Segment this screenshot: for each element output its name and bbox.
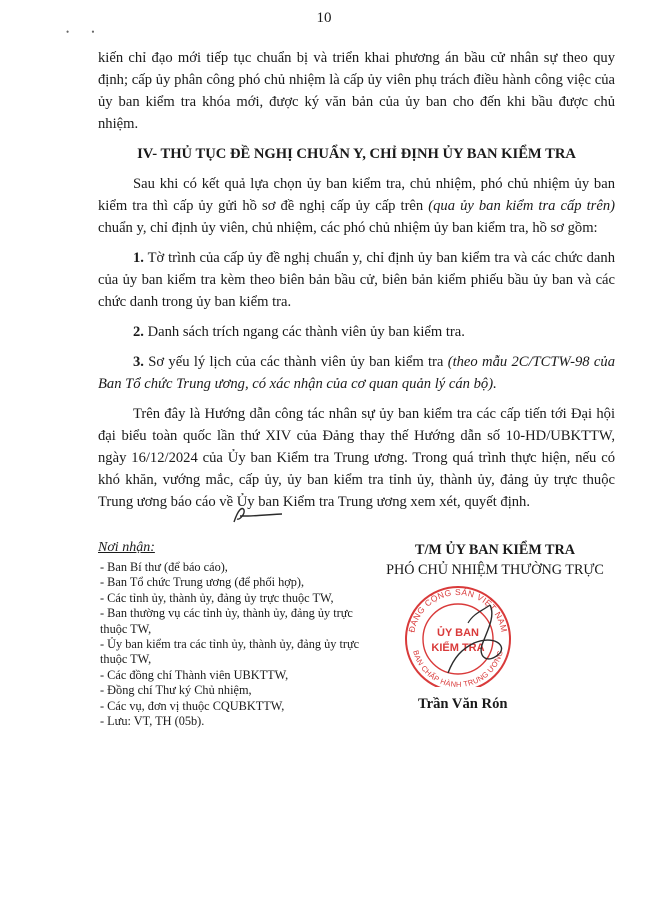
paragraph-procedure [98,173,615,239]
item-2-text: Danh sách trích ngang các thành viên ủy ban kiểm tra. [143,324,465,340]
svg-text:BAN CHẤP HÀNH TRUNG ƯƠNG: BAN CHẤP HÀNH TRUNG ƯƠNG [411,649,505,687]
list-item-3 [98,351,615,395]
item-3-text: Sơ yếu lý lịch của các thành viên ủy ban kiểm tra [143,354,448,370]
page-number: 10 [316,10,332,26]
recipient-item: - Ban thường vụ các tỉnh ủy, thành ủy, đảng ủy trực thuộc TW, [100,606,353,636]
item-3-italic: (theo mẫu 2C/TCTW-98 của Ban Tổ chức Trung ương, có xác nhận của cơ quan quản lý cán bộ). [98,354,615,392]
item-1-number: 1. [133,250,144,266]
paragraph-continuation: kiến chỉ đạo mới tiếp tục chuẩn bị và triển khai phương án bầu cử nhân sự theo quy định; cấp ủy phân công phó chủ nhiệm là cấp ủy viên phụ trách điều hành công việc của ủy ban kiểm tra khóa mới, được ký văn bản của ủy ban cho đến khi bầu được chủ nhiệm. [98,50,615,132]
recipient-item: - Ủy ban kiểm tra các tỉnh ủy, thành ủy, đảng ủy trực thuộc TW, [100,637,360,667]
item-3-number: 3. [133,354,144,370]
document-body [98,47,615,513]
recipient-item: - Ban Bí thư (để báo cáo), [100,560,228,574]
item-2-number: 2. [133,324,144,340]
procedure-text-b: chuẩn y, chỉ định ủy viên, chủ nhiệm, các phó chủ nhiệm ủy ban kiểm tra, hồ sơ gồm: [98,220,598,236]
recipients-heading: Nơi nhận: [98,540,155,555]
procedure-text-italic: (qua ủy ban kiểm tra cấp trên) [428,198,615,214]
recipients-list [100,560,370,729]
list-item-1 [98,247,615,313]
recipient-item: - Lưu: VT, TH (05b). [100,714,205,729]
recipient-item: - Đồng chí Thư ký Chủ nhiệm, [100,683,252,698]
recipient-item: - Ban Tổ chức Trung ương (để phối hợp), [100,575,305,590]
svg-text:KIỂM TRA: KIỂM TRA [431,642,485,654]
recipient-item: - Các đồng chí Thành viên UBKTTW, [100,667,289,682]
svg-text:ĐẢNG CỘNG SẢN VIỆT NAM: ĐẢNG CỘNG SẢN VIỆT NAM [406,586,510,634]
initial-mark [232,504,284,526]
signature-title-position: PHÓ CHỦ NHIỆM THƯỜNG TRỰC [386,562,604,578]
recipient-item: - Các tỉnh ủy, thành ủy, đảng ủy trực thuộc TW, [100,590,334,605]
signer-name: Trần Văn Rón [418,696,508,712]
svg-text:ỦY BAN: ỦY BAN [437,627,479,639]
signature-title-organization: T/M ỦY BAN KIỂM TRA [414,542,575,558]
signature-block [370,540,620,580]
section-heading: IV- THỦ TỤC ĐỀ NGHỊ CHUẨN Y, CHỈ ĐỊNH ỦY BAN KIỂM TRA [137,146,576,162]
scan-marks: • • [66,27,105,37]
list-item-2 [98,321,615,343]
closing-paragraph: Trên đây là Hướng dẫn công tác nhân sự ủy ban kiểm tra các cấp tiến tới Đại hội đại biểu toàn quốc lần thứ XIV của Đảng thay thế Hướng dẫn số 10-HD/UBKTTW, ngày 16/12/2024 của Ủy ban Kiểm tra Trung ương. Trong quá trình thực hiện, nếu có khó khăn, vướng mắc, cấp ủy, ủy ban kiểm tra tỉnh ủy, thành ủy, đảng ủy trực thuộc Trung ương báo cáo về Ủy ban Kiểm tra Trung ương xem xét, quyết định. [98,406,615,510]
official-seal [398,583,518,687]
recipient-item: - Các vụ, đơn vị thuộc CQUBKTTW, [100,698,285,713]
procedure-text-a: Sau khi có kết quả lựa chọn ủy ban kiểm tra, chủ nhiệm, phó chủ nhiệm ủy ban kiểm tra thì cấp ủy gửi hồ sơ đề nghị cấp ủy cấp trên [98,176,615,214]
item-1-text: Tờ trình của cấp ủy đề nghị chuẩn y, chỉ định ủy ban kiểm tra và các chức danh của ủy ban kiểm tra kèm theo biên bản bầu cử, biên bản kiểm phiếu bầu ủy ban và các chức danh trong ủy ban kiểm tra. [98,250,615,310]
